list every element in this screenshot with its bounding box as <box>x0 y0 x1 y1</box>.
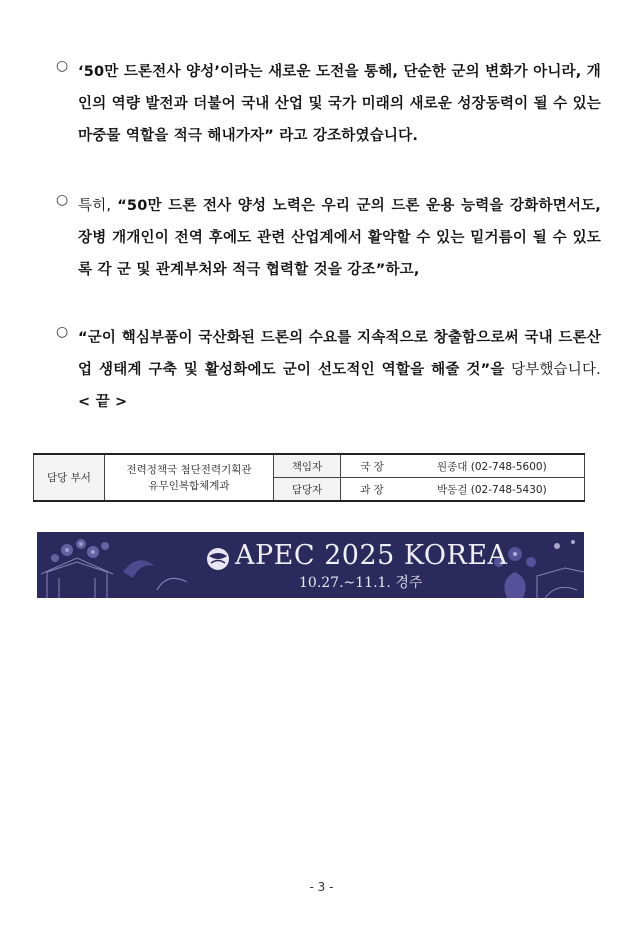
department-name: 전력정책국 첨단전력기획관 <box>126 463 252 476</box>
bullet-marker: ○ <box>56 192 69 208</box>
role-cell: 담당자 <box>274 478 341 502</box>
bullet-marker: ○ <box>56 58 69 74</box>
paragraph-text <box>78 56 601 152</box>
paragraph-2-segment-1: 특히, <box>78 198 118 214</box>
banner-dates: 10.27.~11.1. 경주 <box>299 575 423 591</box>
department-names <box>105 454 274 501</box>
paragraph-text <box>78 322 601 418</box>
person-cell: 박동걸 (02-748-5430) <box>403 478 585 502</box>
person-cell: 원종대 (02-748-5600) <box>403 454 585 478</box>
department-name: 유무인복합체계과 <box>148 479 230 492</box>
end-mark: < 끝 > <box>78 394 128 410</box>
paragraph-text <box>78 190 601 286</box>
dept-label: 담당 부서 <box>34 454 105 501</box>
bullet-marker: ○ <box>56 324 69 340</box>
title-cell: 국 장 <box>341 454 404 478</box>
apec-banner <box>37 532 584 598</box>
table-row <box>34 454 585 478</box>
page-number: - 3 - <box>309 880 334 894</box>
paragraph-3-segment-2: 당부했습니다. <box>504 362 601 378</box>
contact-table <box>33 453 585 502</box>
paragraph-1 <box>56 56 601 152</box>
role-cell: 책임자 <box>274 454 341 478</box>
apec-logo-icon <box>205 546 231 572</box>
title-cell: 과 장 <box>341 478 404 502</box>
paragraph-2-segment-2: “50만 드론 전사 양성 노력은 우리 군의 드론 운용 능력을 강화하면서도, 장병 개개인이 전역 후에도 관련 산업계에서 활약할 수 있는 밑거름이 될 수 있도록 각 군 및 관계부처와 적극 협력할 것을 강조”하고, <box>78 198 601 278</box>
paragraph-1-segment-1: ‘50만 드론전사 양성’이라는 새로운 도전을 통해, 단순한 군의 변화가 아니라, 개인의 역량 발전과 더불어 국내 산업 및 국가 미래의 새로운 성장동력이 될 수 있는 마중물 역할을 적극 해내가자” 라고 강조하였습니다. <box>78 64 601 144</box>
paragraph-2 <box>56 190 601 286</box>
banner-title: APEC 2025 KOREA <box>235 540 508 571</box>
paragraph-3-segment-1: “군이 핵심부품이 국산화된 드론의 수요를 지속적으로 창출함으로써 국내 드론산업 생태계 구축 및 활성화에도 군이 선도적인 역할을 해줄 것”을 <box>78 330 601 378</box>
paragraph-3 <box>56 322 601 418</box>
